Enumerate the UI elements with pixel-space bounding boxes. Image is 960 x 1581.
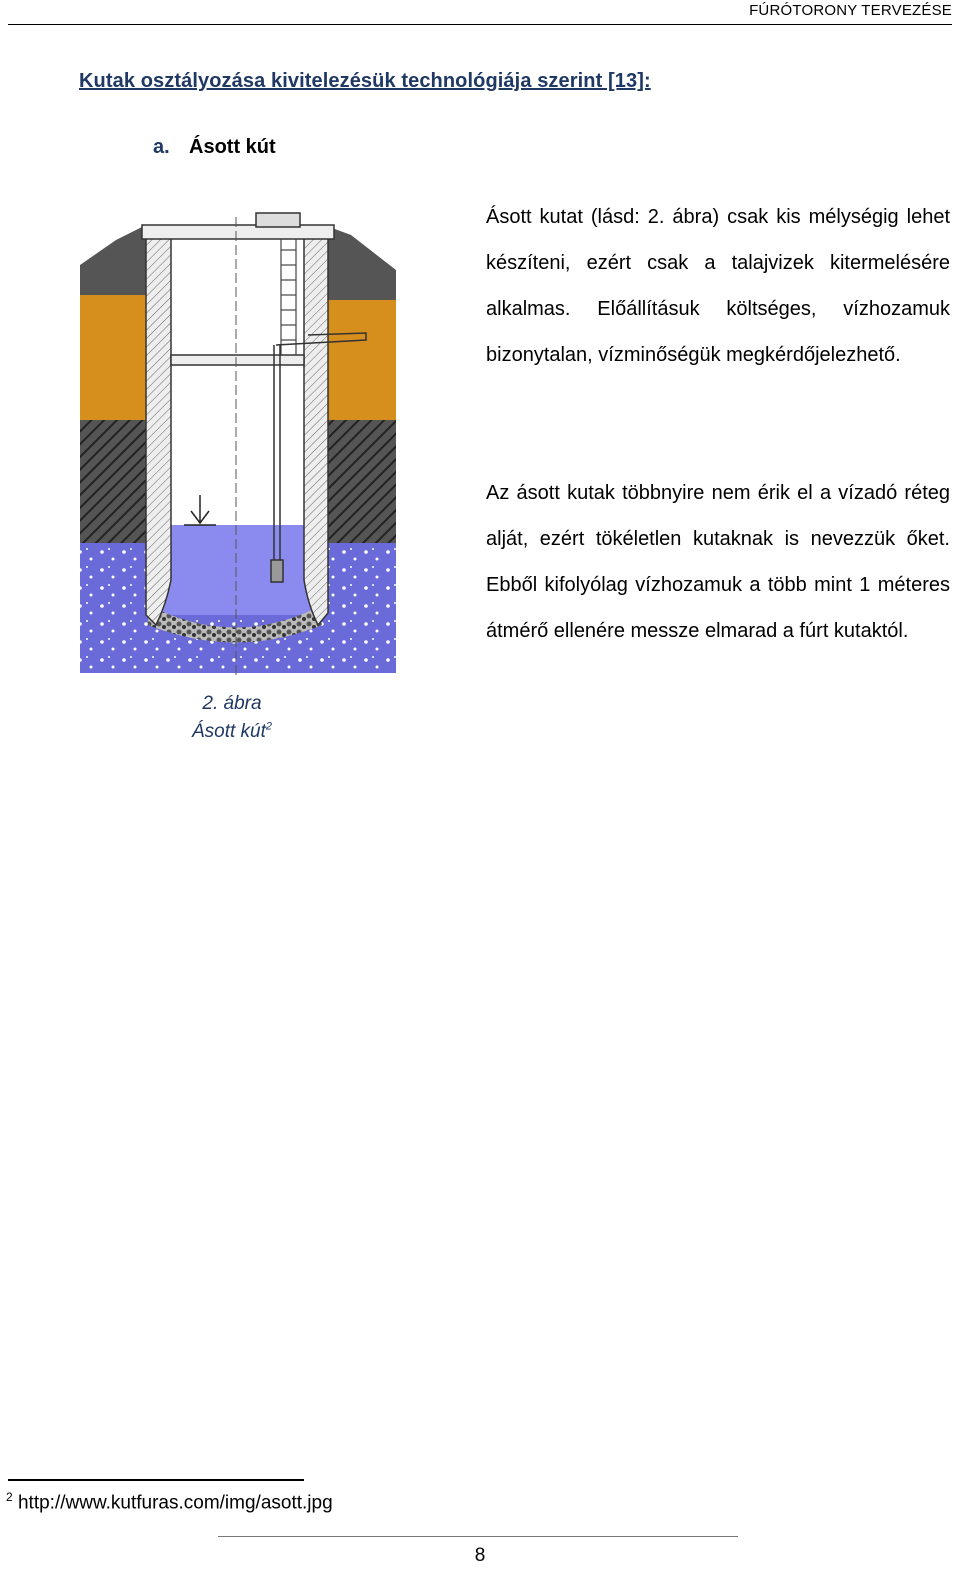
gravel-layer-right xyxy=(324,420,396,545)
page-number: 8 xyxy=(474,1545,486,1566)
figure-caption-number: 2. ábra xyxy=(202,693,262,714)
running-header xyxy=(8,0,952,25)
well-wall-right xyxy=(304,235,328,625)
intermediate-slab xyxy=(171,355,304,365)
footnote-reference: 2 xyxy=(265,720,273,733)
well-water xyxy=(146,525,324,615)
manhole-cap xyxy=(256,213,300,227)
well-cover-slab xyxy=(142,225,334,239)
topsoil-layer xyxy=(80,225,146,295)
well-wall-left xyxy=(146,235,171,625)
paragraph-2: Az ásott kutak többnyire nem érik el a vízadó réteg alját, ezért tökéletlen kutaknak is nevezzük őket. Ebből kifolyólag vízhozamuk a több mint 1 méteres átmérő ellenére messze elmarad a fúrt kutaktól. xyxy=(486,482,950,642)
dug-well-diagram xyxy=(76,205,400,675)
running-header-title: FÚRÓTORONY TERVEZÉSE xyxy=(749,2,952,19)
dug-well-figure xyxy=(76,205,400,675)
footnote xyxy=(6,1490,333,1514)
figure-caption-title: Ásott kút xyxy=(191,721,266,742)
footnote-rule xyxy=(8,1479,304,1481)
list-item-asott-kut xyxy=(153,136,276,159)
figure-caption xyxy=(132,690,332,746)
clay-layer-right xyxy=(324,300,396,420)
gravel-layer xyxy=(80,420,150,545)
list-item-label: Ásott kút xyxy=(189,136,276,158)
footnote-marker: 2 xyxy=(6,1490,13,1504)
topsoil-layer-right xyxy=(324,225,396,300)
footer-rule xyxy=(218,1536,738,1537)
footnote-link[interactable]: http://www.kutfuras.com/img/asott.jpg xyxy=(17,1492,333,1514)
figure-caption-title-line xyxy=(132,718,332,746)
ladder xyxy=(281,239,296,355)
paragraph-1: Ásott kutat (lásd: 2. ábra) csak kis mélységig lehet készíteni, ezért csak a talajvizek kitermelésére alkalmas. Előállításuk költséges, vízhozamuk bizonytalan, vízminőségük megkérdőjelezhető. xyxy=(486,206,950,366)
water-level-marker xyxy=(184,495,216,525)
list-marker: a. xyxy=(153,136,170,158)
section-heading: Kutak osztályozása kivitelezésük technológiája szerint [13]: xyxy=(79,70,651,92)
clay-layer xyxy=(80,295,150,420)
